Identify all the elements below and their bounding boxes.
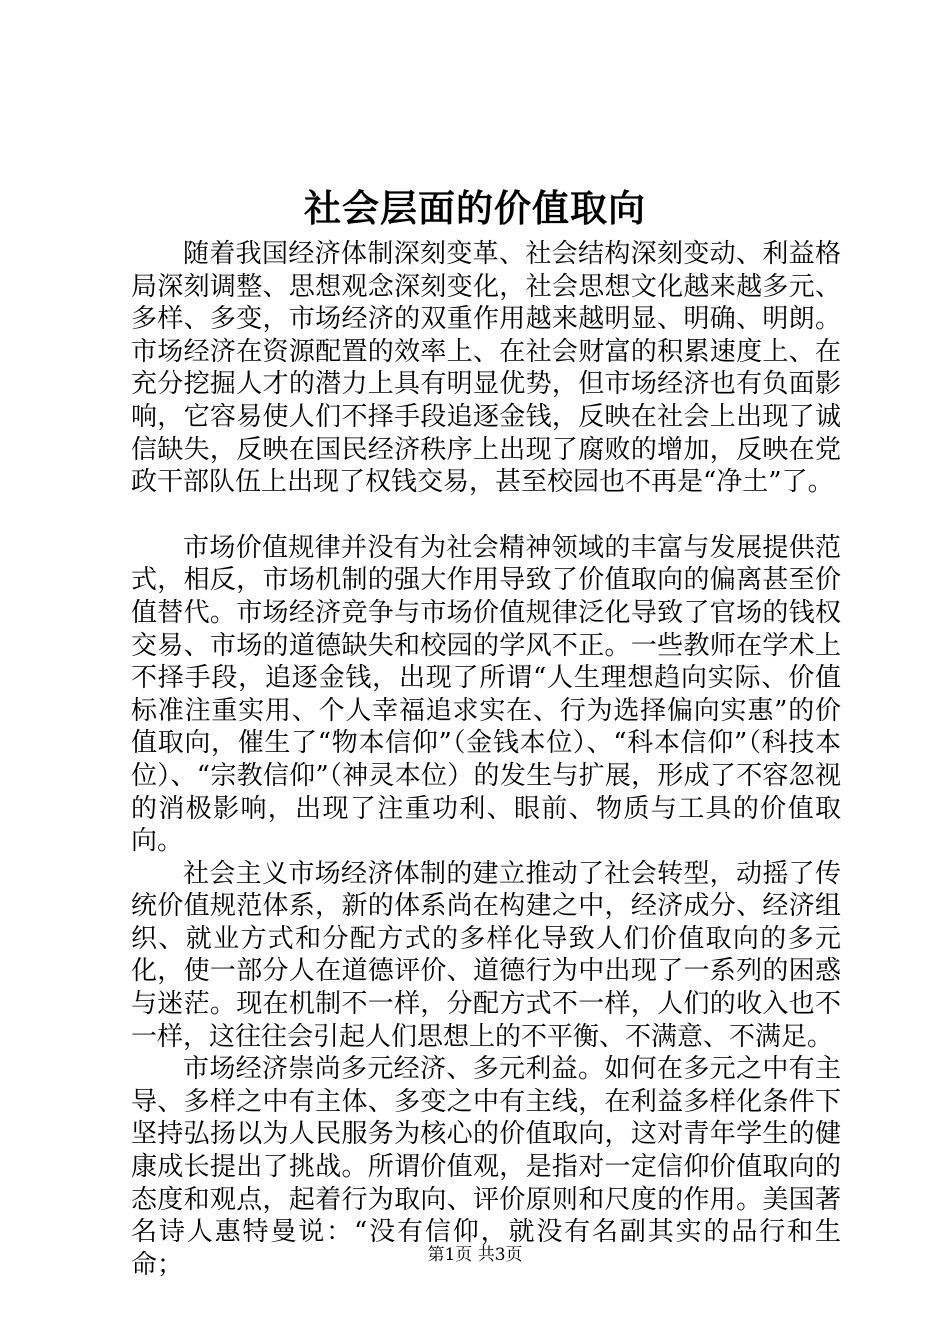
paragraph-4: 市场经济崇尚多元经济、多元利益。如何在多元之中有主导、多样之中有主体、多变之中有主线，在利益多样化条件下坚持弘扬以为人民服务为核心的价值取向，这对青年学生的健康成长提出了挑战。所谓价值观，是指对一定信仰价值取向的态度和观点，起着行为取向、评价原则和尺度的作用。美国著名诗人惠特曼说：“没有信仰，就没有名副其实的品行和生命； bbox=[131, 1054, 841, 1280]
document-body bbox=[131, 238, 841, 1281]
document-title: 社会层面的价值取向 bbox=[304, 186, 646, 230]
paragraph-3: 社会主义市场经济体制的建立推动了社会转型，动摇了传统价值规范体系，新的体系尚在构建之中，经济成分、经济组织、就业方式和分配方式的多样化导致人们价值取向的多元化，使一部分人在道德评价、道德行为中出现了一系列的困惑与迷茫。现在机制不一样，分配方式不一样，人们的收入也不一样，这往往会引起人们思想上的不平衡、不满意、不满足。 bbox=[131, 858, 841, 1052]
page-number-footer: 第1页 共3页 bbox=[427, 1245, 523, 1265]
paragraph-2: 市场价值规律并没有为社会精神领域的丰富与发展提供范式，相反，市场机制的强大作用导致了价值取向的偏离甚至价值替代。市场经济竞争与市场价值规律泛化导致了官场的钱权交易、市场的道德缺失和校园的学风不正。一些教师在学术上不择手段，追逐金钱，出现了所谓“人生理想趋向实际、价值标准注重实用、个人幸福追求实在、行为选择偏向实惠”的价值取向，催生了“物本信仰”（金钱本位）、“科本信仰”（科技本位）、“宗教信仰”（神灵本位）的发生与扩展，形成了不容忽视的消极影响，出现了注重功利、眼前、物质与工具的价值取向。 bbox=[131, 532, 841, 857]
paragraph-1: 随着我国经济体制深刻变革、社会结构深刻变动、利益格局深刻调整、思想观念深刻变化，社会思想文化越来越多元、多样、多变，市场经济的双重作用越来越明显、明确、明朗。市场经济在资源配置的效率上、在社会财富的积累速度上、在充分挖掘人才的潜力上具有明显优势，但市场经济也有负面影响，它容易使人们不择手段追逐金钱，反映在社会上出现了诚信缺失，反映在国民经济秩序上出现了腐败的增加，反映在党政干部队伍上出现了权钱交易，甚至校园也不再是“净土”了。 bbox=[131, 239, 841, 498]
